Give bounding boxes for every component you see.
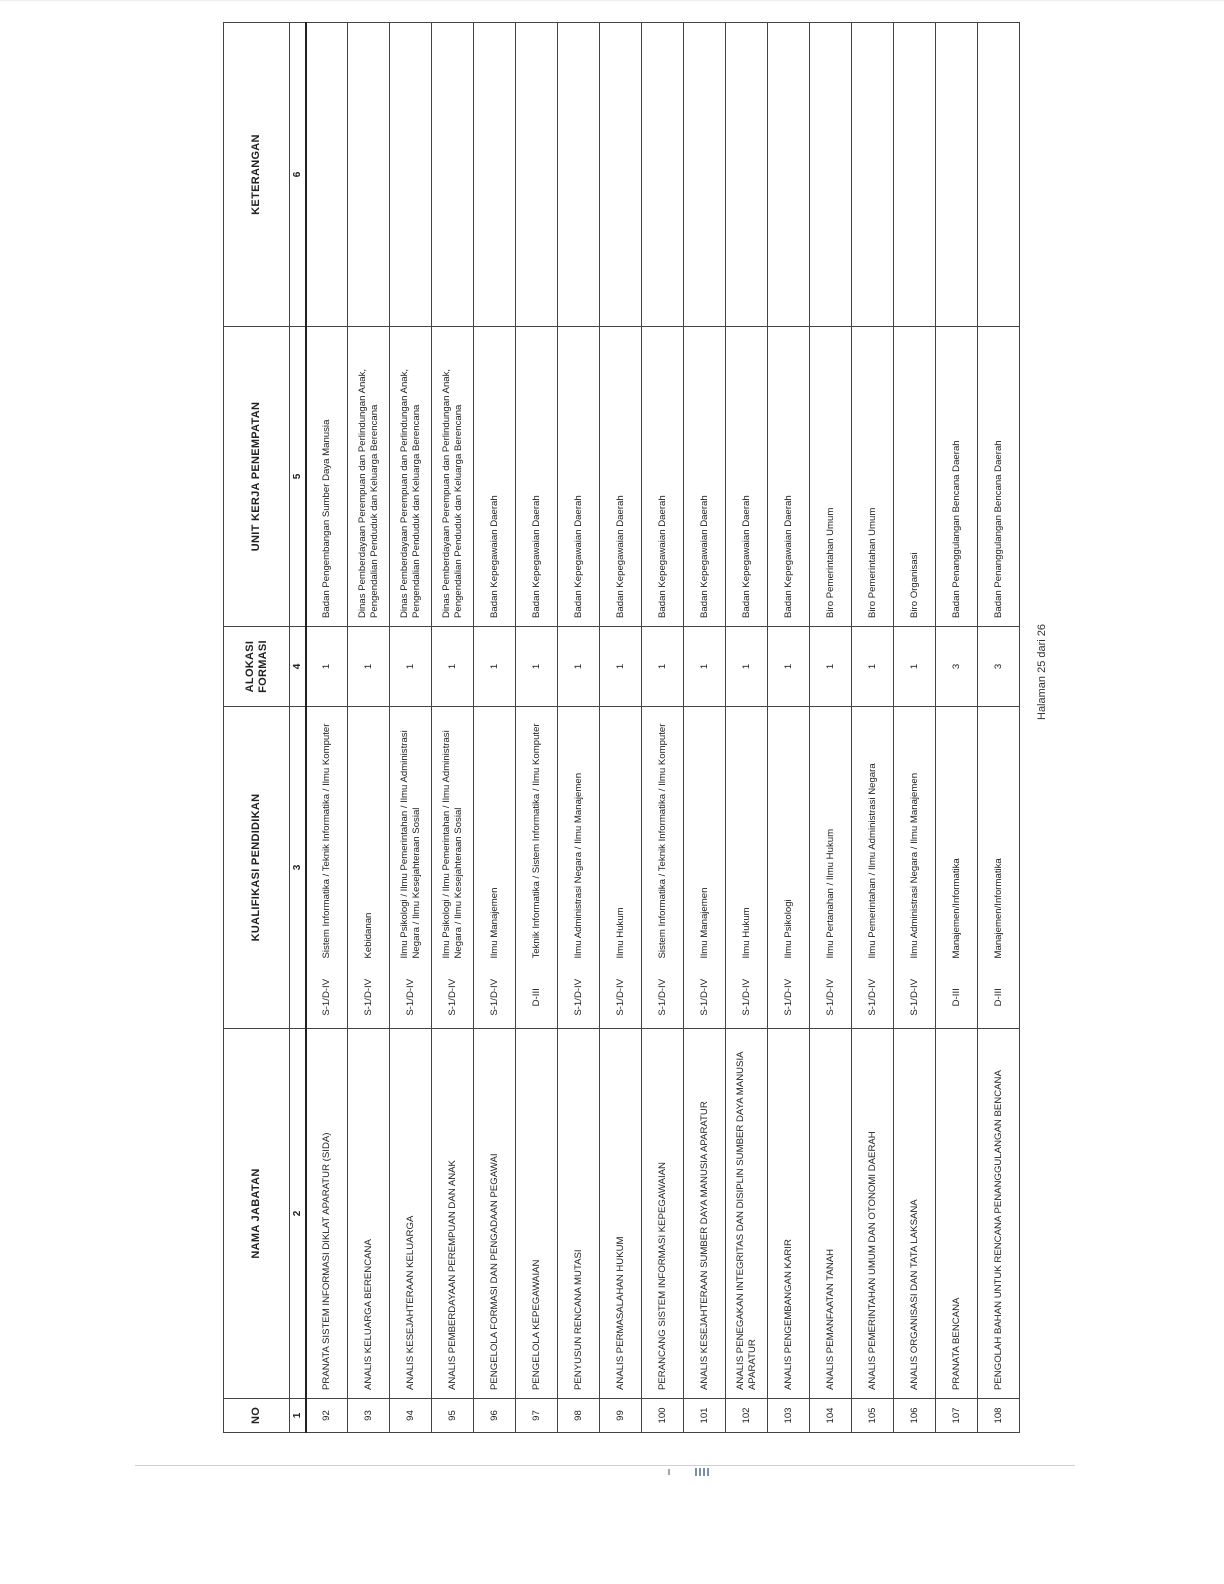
row-keterangan — [390, 23, 432, 327]
table-body — [306, 23, 1020, 1433]
row-no: 95 — [432, 1399, 474, 1433]
row-jurusan: Ilmu Pemerintahan / Ilmu Administrasi Negara — [852, 707, 894, 967]
scan-mark-dot — [668, 1469, 670, 1475]
index-row — [290, 23, 306, 1433]
row-unit-kerja: Dinas Pemberdayaan Perempuan dan Perlindungan Anak, Pengendalian Penduduk dan Keluarga Berencana — [348, 327, 390, 627]
row-no: 99 — [600, 1399, 642, 1433]
header-row — [224, 23, 290, 1433]
row-alokasi: 1 — [852, 627, 894, 707]
row-unit-kerja: Dinas Pemberdayaan Perempuan dan Perlindungan Anak, Pengendalian Penduduk dan Keluarga Berencana — [390, 327, 432, 627]
rotated-page — [223, 23, 1013, 1433]
row-nama-jabatan: ANALIS PERMASALAHAN HUKUM — [600, 1029, 642, 1399]
row-jenjang: S-1/D-IV — [768, 967, 810, 1029]
row-keterangan — [936, 23, 978, 327]
row-jurusan: Kebidanan — [348, 707, 390, 967]
row-keterangan — [306, 23, 348, 327]
row-nama-jabatan: PENGELOLA FORMASI DAN PENGADAAN PEGAWAI — [474, 1029, 516, 1399]
row-jurusan: Sistem Informatika / Teknik Informatika / Ilmu Komputer — [642, 707, 684, 967]
row-alokasi: 1 — [768, 627, 810, 707]
row-jenjang: S-1/D-IV — [474, 967, 516, 1029]
row-nama-jabatan: ANALIS PENEGAKAN INTEGRITAS DAN DISIPLIN SUMBER DAYA MANUSIA APARATUR — [726, 1029, 768, 1399]
row-keterangan — [600, 23, 642, 327]
table-row — [390, 23, 432, 1433]
row-jurusan: Ilmu Administrasi Negara / Ilmu Manajemen — [894, 707, 936, 967]
scan-rule — [135, 1465, 1075, 1466]
row-jurusan: Ilmu Psikologi / Ilmu Pemerintahan / Ilmu Administrasi Negara / Ilmu Kesejahteraan Sosial — [390, 707, 432, 967]
row-nama-jabatan: PENGELOLA KEPEGAWAIAN — [516, 1029, 558, 1399]
row-nama-jabatan: PRANATA SISTEM INFORMASI DIKLAT APARATUR (SIDA) — [306, 1029, 348, 1399]
header-keterangan: KETERANGAN — [224, 23, 290, 327]
row-nama-jabatan: ANALIS ORGANISASI DAN TATA LAKSANA — [894, 1029, 936, 1399]
row-jurusan: Manajemen/Informatika — [978, 707, 1020, 967]
table-row — [978, 23, 1020, 1433]
row-keterangan — [768, 23, 810, 327]
row-nama-jabatan: PRANATA BENCANA — [936, 1029, 978, 1399]
row-nama-jabatan: ANALIS KESEJAHTERAAN SUMBER DAYA MANUSIA APARATUR — [684, 1029, 726, 1399]
row-jenjang: S-1/D-IV — [852, 967, 894, 1029]
table-row — [894, 23, 936, 1433]
table-row — [726, 23, 768, 1433]
row-alokasi: 1 — [726, 627, 768, 707]
row-nama-jabatan: ANALIS PEMBERDAYAAN PEREMPUAN DAN ANAK — [432, 1029, 474, 1399]
table-row — [936, 23, 978, 1433]
formasi-table — [223, 22, 1020, 1433]
row-no: 103 — [768, 1399, 810, 1433]
row-jenjang: S-1/D-IV — [684, 967, 726, 1029]
index-cell: 5 — [290, 327, 306, 627]
header-no: NO — [224, 1399, 290, 1433]
row-no: 101 — [684, 1399, 726, 1433]
row-alokasi: 1 — [894, 627, 936, 707]
row-alokasi: 1 — [684, 627, 726, 707]
table-row — [348, 23, 390, 1433]
row-jenjang: S-1/D-IV — [390, 967, 432, 1029]
row-unit-kerja: Badan Kepegawaian Daerah — [684, 327, 726, 627]
row-keterangan — [474, 23, 516, 327]
page-number-label: Halaman 25 dari 26 — [1036, 623, 1048, 720]
row-jenjang: S-1/D-IV — [558, 967, 600, 1029]
row-jenjang: S-1/D-IV — [810, 967, 852, 1029]
row-unit-kerja: Badan Kepegawaian Daerah — [600, 327, 642, 627]
table-row — [810, 23, 852, 1433]
row-keterangan — [432, 23, 474, 327]
row-jurusan: Ilmu Psikologi — [768, 707, 810, 967]
row-unit-kerja: Badan Kepegawaian Daerah — [558, 327, 600, 627]
table-row — [642, 23, 684, 1433]
row-keterangan — [516, 23, 558, 327]
row-unit-kerja: Dinas Pemberdayaan Perempuan dan Perlindungan Anak, Pengendalian Penduduk dan Keluarga Berencana — [432, 327, 474, 627]
row-jenjang: S-1/D-IV — [894, 967, 936, 1029]
table-row — [306, 23, 348, 1433]
row-alokasi: 3 — [978, 627, 1020, 707]
row-keterangan — [810, 23, 852, 327]
row-alokasi: 1 — [348, 627, 390, 707]
row-unit-kerja: Badan Kepegawaian Daerah — [642, 327, 684, 627]
row-no: 92 — [306, 1399, 348, 1433]
row-keterangan — [894, 23, 936, 327]
row-no: 98 — [558, 1399, 600, 1433]
row-jenjang: D-III — [516, 967, 558, 1029]
row-jurusan: Ilmu Administrasi Negara / Ilmu Manajemen — [558, 707, 600, 967]
row-unit-kerja: Badan Pengembangan Sumber Daya Manusia — [306, 327, 348, 627]
row-nama-jabatan: ANALIS PENGEMBANGAN KARIR — [768, 1029, 810, 1399]
row-unit-kerja: Badan Penanggulangan Bencana Daerah — [978, 327, 1020, 627]
row-nama-jabatan: PERANCANG SISTEM INFORMASI KEPEGAWAIAN — [642, 1029, 684, 1399]
row-unit-kerja: Badan Kepegawaian Daerah — [516, 327, 558, 627]
row-alokasi: 1 — [390, 627, 432, 707]
row-keterangan — [684, 23, 726, 327]
row-no: 96 — [474, 1399, 516, 1433]
row-jenjang: S-1/D-IV — [600, 967, 642, 1029]
row-jenjang: S-1/D-IV — [432, 967, 474, 1029]
row-keterangan — [558, 23, 600, 327]
row-no: 104 — [810, 1399, 852, 1433]
scan-edge — [0, 0, 1224, 1]
row-unit-kerja: Biro Organisasi — [894, 327, 936, 627]
row-keterangan — [852, 23, 894, 327]
row-jurusan: Manajemen/Informatika — [936, 707, 978, 967]
row-jurusan: Ilmu Pertanahan / Ilmu Hukum — [810, 707, 852, 967]
row-jurusan: Ilmu Manajemen — [474, 707, 516, 967]
row-nama-jabatan: ANALIS KELUARGA BERENCANA — [348, 1029, 390, 1399]
row-unit-kerja: Badan Kepegawaian Daerah — [768, 327, 810, 627]
row-jurusan: Ilmu Hukum — [600, 707, 642, 967]
table-row — [516, 23, 558, 1433]
index-cell: 1 — [290, 1399, 306, 1433]
row-jenjang: S-1/D-IV — [726, 967, 768, 1029]
row-jurusan: Sistem Informatika / Teknik Informatika / Ilmu Komputer — [306, 707, 348, 967]
row-keterangan — [978, 23, 1020, 327]
table-row — [768, 23, 810, 1433]
row-no: 105 — [852, 1399, 894, 1433]
row-alokasi: 1 — [432, 627, 474, 707]
row-no: 108 — [978, 1399, 1020, 1433]
row-unit-kerja: Biro Pemerintahan Umum — [852, 327, 894, 627]
row-alokasi: 1 — [474, 627, 516, 707]
scan-mark — [695, 1468, 711, 1476]
index-cell: 4 — [290, 627, 306, 707]
table-row — [558, 23, 600, 1433]
row-no: 107 — [936, 1399, 978, 1433]
index-cell: 2 — [290, 1029, 306, 1399]
row-jenjang: D-III — [978, 967, 1020, 1029]
row-jenjang: S-1/D-IV — [348, 967, 390, 1029]
table-row — [852, 23, 894, 1433]
table-row — [684, 23, 726, 1433]
header-nama-jabatan: NAMA JABATAN — [224, 1029, 290, 1399]
row-no: 94 — [390, 1399, 432, 1433]
row-jurusan: Teknik Informatika / Sistem Informatika / Ilmu Komputer — [516, 707, 558, 967]
row-nama-jabatan: PENGOLAH BAHAN UNTUK RENCANA PENANGGULANGAN BENCANA — [978, 1029, 1020, 1399]
index-cell: 3 — [290, 707, 306, 1029]
index-cell: 6 — [290, 23, 306, 327]
row-alokasi: 1 — [642, 627, 684, 707]
header-unit-kerja: UNIT KERJA PENEMPATAN — [224, 327, 290, 627]
row-jenjang: S-1/D-IV — [306, 967, 348, 1029]
row-alokasi: 1 — [558, 627, 600, 707]
row-jurusan: Ilmu Hukum — [726, 707, 768, 967]
row-keterangan — [348, 23, 390, 327]
row-unit-kerja: Badan Kepegawaian Daerah — [726, 327, 768, 627]
row-no: 100 — [642, 1399, 684, 1433]
row-keterangan — [642, 23, 684, 327]
row-nama-jabatan: ANALIS PEMANFAATAN TANAH — [810, 1029, 852, 1399]
row-jenjang: S-1/D-IV — [642, 967, 684, 1029]
row-no: 106 — [894, 1399, 936, 1433]
row-unit-kerja: Biro Pemerintahan Umum — [810, 327, 852, 627]
row-jurusan: Ilmu Manajemen — [684, 707, 726, 967]
row-no: 93 — [348, 1399, 390, 1433]
table-row — [432, 23, 474, 1433]
row-nama-jabatan: PENYUSUN RENCANA MUTASI — [558, 1029, 600, 1399]
row-no: 102 — [726, 1399, 768, 1433]
row-nama-jabatan: ANALIS KESEJAHTERAAN KELUARGA — [390, 1029, 432, 1399]
table-row — [474, 23, 516, 1433]
header-kualifikasi: KUALIFIKASI PENDIDIKAN — [224, 707, 290, 1029]
header-alokasi: ALOKASI FORMASI — [224, 627, 290, 707]
row-no: 97 — [516, 1399, 558, 1433]
row-alokasi: 1 — [516, 627, 558, 707]
table-row — [600, 23, 642, 1433]
row-alokasi: 1 — [600, 627, 642, 707]
row-jurusan: Ilmu Psikologi / Ilmu Pemerintahan / Ilmu Administrasi Negara / Ilmu Kesejahteraan Sosial — [432, 707, 474, 967]
row-nama-jabatan: ANALIS PEMERINTAHAN UMUM DAN OTONOMI DAERAH — [852, 1029, 894, 1399]
row-alokasi: 1 — [810, 627, 852, 707]
row-keterangan — [726, 23, 768, 327]
row-jenjang: D-III — [936, 967, 978, 1029]
row-unit-kerja: Badan Kepegawaian Daerah — [474, 327, 516, 627]
row-alokasi: 1 — [306, 627, 348, 707]
row-unit-kerja: Badan Penanggulangan Bencana Daerah — [936, 327, 978, 627]
row-alokasi: 3 — [936, 627, 978, 707]
